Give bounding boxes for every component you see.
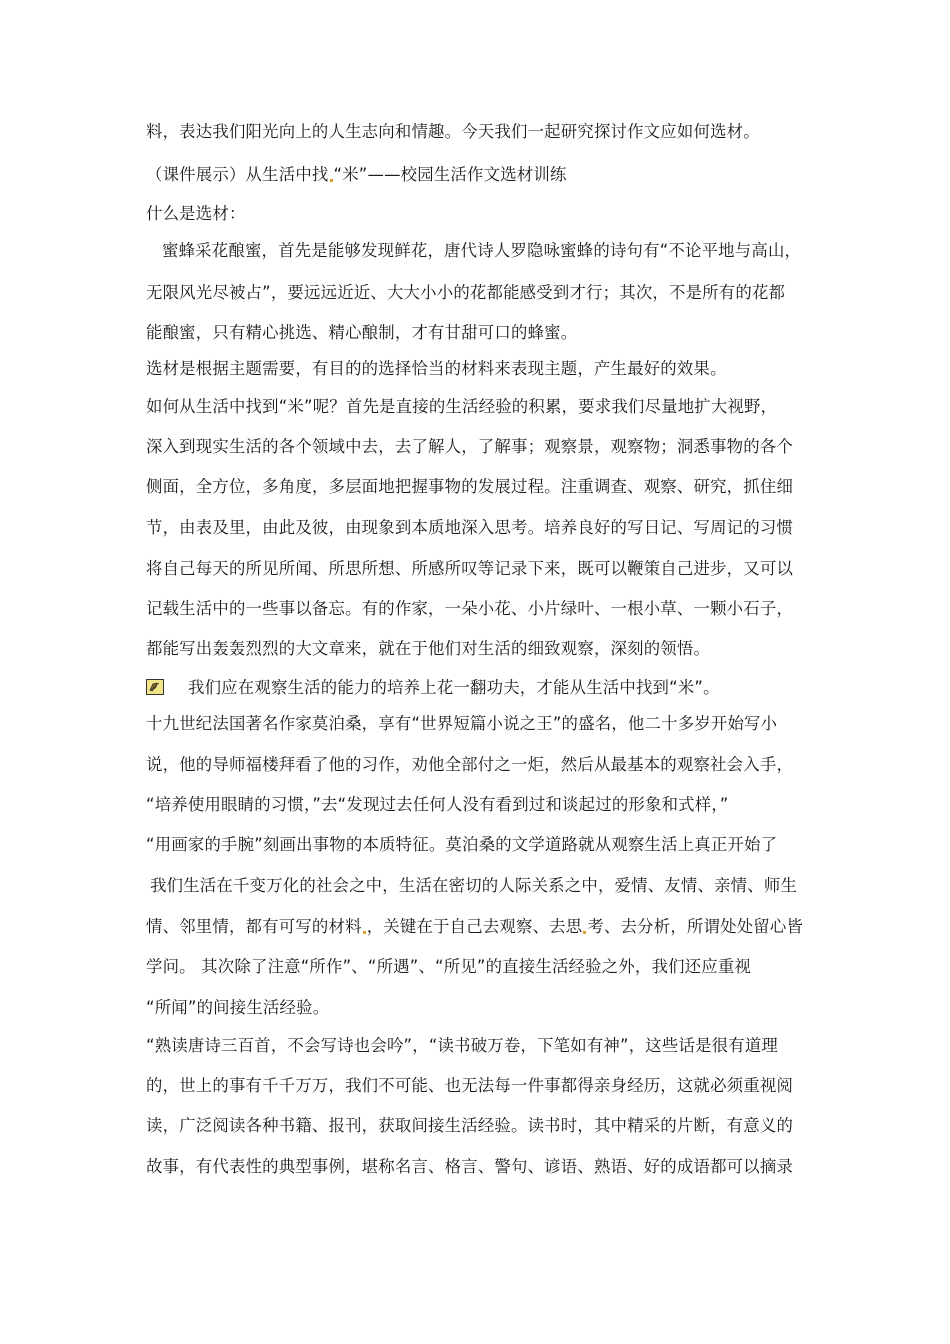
paragraph-line: 的，世上的事有千千万万，我们不可能、也无法每一件事都得亲身经历，这就必须重视阅 xyxy=(146,1076,794,1095)
text-run: 情、邻里情，都有可写的材料 xyxy=(146,917,362,936)
text-run: （课件展示）从生活中找 xyxy=(146,165,329,184)
paragraph-line: 料，表达我们阳光向上的人生志向和情趣。今天我们一起研究探讨作文应如何选材。 xyxy=(146,122,760,141)
paragraph-line: 节，由表及里，由此及彼，由现象到本质地深入思考。培养良好的写日记、写周记的习惯 xyxy=(146,518,794,537)
paragraph-line: 故事，有代表性的典型事例，堪称名言、格言、警句、谚语、熟语、好的成语都可以摘录 xyxy=(146,1157,794,1176)
paragraph-line: “培养使用眼睛的习惯，”去“发现过去任何人没有看到过和谈起过的形象和式样，” xyxy=(146,795,729,814)
paragraph-line: “用画家的手腕”刻画出事物的本质特征。莫泊桑的文学道路就从观察生活上真正开始了 xyxy=(146,835,778,854)
anchor-marker xyxy=(363,931,366,934)
anchor-marker xyxy=(583,931,586,934)
text-run: ，关键在于自己去观察、去思 xyxy=(366,917,583,936)
text-run: 考、去分析，所谓处处留心皆 xyxy=(587,917,804,936)
paragraph-line: 十九世纪法国著名作家莫泊桑，享有“世界短篇小说之王”的盛名，他二十多岁开始写小 xyxy=(146,714,778,733)
paragraph-line xyxy=(146,164,567,186)
paragraph-line: 什么是选材： xyxy=(146,204,246,223)
paragraph-line: 选材是根据主题需要，有目的的选择恰当的材料来表现主题，产生最好的效果。 xyxy=(146,359,727,378)
paragraph-line xyxy=(146,916,803,938)
paragraph-line: 学问。 其次除了注意“所作”、“所遇”、“所见”的直接生活经验之外，我们还应重视 xyxy=(146,957,752,976)
paragraph-line: 我们应在观察生活的能力的培养上花一翻功夫，才能从生活中找到“米”。 xyxy=(188,678,720,697)
paragraph-line: 我们生活在千变万化的社会之中，生活在密切的人际关系之中，爱情、友情、亲情、师生 xyxy=(150,876,798,895)
paragraph-line: 记载生活中的一些事以备忘。有的作家，一朵小花、小片绿叶、一根小草、一颗小石子， xyxy=(146,599,794,618)
paragraph-line: 无限风光尽被占”，要远远近近、大大小小的花都能感受到才行；其次，不是所有的花都 xyxy=(146,283,786,302)
paragraph-line: 蜜蜂采花酿蜜，首先是能够发现鲜花，唐代诗人罗隐咏蜜蜂的诗句有“不论平地与高山， xyxy=(162,241,802,260)
text-run: “米”——校园生活作文选材训练 xyxy=(333,165,567,184)
paragraph-line: 读，广泛阅读各种书籍、报刊，获取间接生活经验。读书时，其中精采的片断，有意义的 xyxy=(146,1116,794,1135)
paragraph-line: “所闻”的间接生活经验。 xyxy=(146,998,330,1017)
paragraph-line: “熟读唐诗三百首，不会写诗也会吟”，“读书破万卷，下笔如有神”，这些话是很有道理 xyxy=(146,1036,779,1055)
paragraph-line: 侧面，全方位，多角度，多层面地把握事物的发展过程。注重调查、观察、研究，抓住细 xyxy=(146,477,794,496)
paragraph-line: 能酿蜜，只有精心挑选、精心酿制，才有甘甜可口的蜂蜜。 xyxy=(146,323,578,342)
paragraph-line: 将自己每天的所见所闻、所思所想、所感所叹等记录下来，既可以鞭策自己进步，又可以 xyxy=(146,559,794,578)
paragraph-line: 说，他的导师福楼拜看了他的习作，劝他全部付之一炬，然后从最基本的观察社会入手， xyxy=(146,755,794,774)
comment-note-icon[interactable] xyxy=(146,679,164,695)
anchor-marker xyxy=(330,179,333,182)
note-glyph-icon xyxy=(147,680,163,694)
paragraph-line: 如何从生活中找到“米”呢？首先是直接的生活经验的积累，要求我们尽量地扩大视野， xyxy=(146,397,778,416)
paragraph-line: 深入到现实生活的各个领域中去，去了解人，了解事；观察景，观察物；洞悉事物的各个 xyxy=(146,437,794,456)
paragraph-line: 都能写出轰轰烈烈的大文章来，就在于他们对生活的细致观察，深刻的领悟。 xyxy=(146,639,711,658)
